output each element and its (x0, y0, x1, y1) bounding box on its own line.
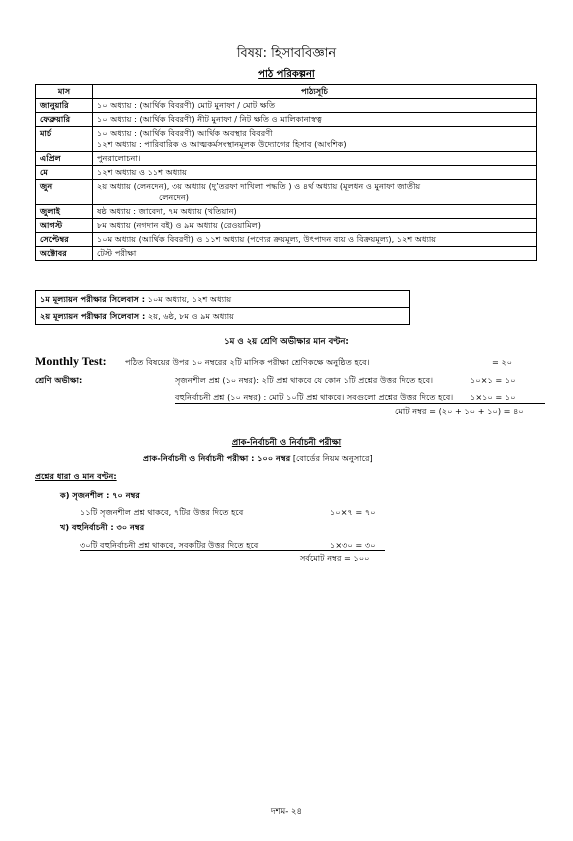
plan-month: জুন (36, 180, 93, 205)
plan-month: মে (36, 166, 93, 180)
monthly-test-text: পঠিত বিষয়ের উপর ১০ নম্বরের ২টি মাসিক পরীক্ষা শ্রেণিকক্ষে অনুষ্ঠিত হবে। (125, 357, 370, 367)
plan-row (36, 205, 537, 219)
pretest-marks-note: [বোর্ডের নিয়ম অনুসারে] (290, 453, 373, 463)
monthly-test-label: Monthly Test: (35, 354, 107, 368)
plan-row (36, 219, 537, 233)
plan-syllabus (93, 113, 537, 127)
class-test-mcq-text: বহুনির্বাচনী প্রশ্ন (১০ নম্বর) : মোট ১০টি প্রশ্ন থাকবে। সবগুলো প্রশ্নের উত্তর দিতে হবে। (175, 392, 454, 402)
syllabus-label: ২য় মূল্যায়ন পরীক্ষার সিলেবাস : (40, 311, 146, 321)
plan-syllabus (93, 99, 537, 113)
grand-total: সর্বমোট নম্বর = ১০০ (300, 553, 370, 563)
syllabus-cell (36, 291, 410, 308)
plan-syllabus (93, 219, 537, 233)
syllabus-label: ১ম মূল্যায়ন পরীক্ষার সিলেবাস : (40, 294, 146, 304)
lesson-plan-body (36, 99, 537, 261)
plan-row (36, 127, 537, 152)
total-rule (175, 403, 545, 404)
plan-syllabus-line: ১০ অধ্যায় : (আর্থিক বিবরণী) আর্থিক অবস্থার বিবরণী (97, 128, 273, 138)
pretest-heading: প্রাক-নির্বাচনী ও নির্বাচনী পরীক্ষা (231, 438, 342, 448)
plan-syllabus-line: লেনদেন) (159, 192, 189, 202)
syllabus-row (36, 308, 410, 325)
table-header-row (36, 85, 537, 99)
class-test-mcq-value: ১×১০ = ১০ (470, 392, 516, 402)
syllabus-table (35, 290, 410, 325)
mcq-value: ১×৩০ = ৩০ (330, 540, 376, 550)
plan-syllabus (93, 152, 537, 166)
plan-row (36, 113, 537, 127)
plan-syllabus-line: ৮ম অধ্যায় (নগদান বই) ও ৯ম অধ্যায় (রেওয়ামিল) (97, 220, 261, 230)
plan-month: জানুয়ারি (36, 99, 93, 113)
marks-heading: ১ম ও ২য় শ্রেণি অভীক্ষার মান বণ্টন: (224, 337, 349, 347)
plan-month: এপ্রিল (36, 152, 93, 166)
class-test-creative-text: সৃজনশীল প্রশ্ন (১০ নম্বর): ২টি প্রশ্ন থাকবে যে কোন ১টি প্রশ্নের উত্তর দিতে হবে। (175, 375, 434, 385)
syllabus-cell (36, 308, 410, 325)
plan-month: মার্চ (36, 127, 93, 152)
plan-syllabus-line: ষষ্ঠ অধ্যায় : জাবেদা, ৭ম অধ্যায় (খতিয়ান) (97, 206, 237, 216)
plan-row (36, 247, 537, 261)
plan-syllabus (93, 247, 537, 261)
plan-row (36, 180, 537, 205)
page-footer: দশম- ২৪ (270, 807, 303, 817)
creative-value: ১০×৭ = ৭০ (330, 507, 376, 517)
pattern-heading: প্রশ্নের ধারা ও মান বণ্টন: (35, 471, 117, 481)
lesson-plan-table (35, 84, 537, 261)
syllabus-value: ১০ম অধ্যায়, ১২শ অধ্যায় (145, 294, 232, 304)
plan-syllabus-line: পুনরালোচনা। (97, 153, 141, 163)
plan-month: অক্টোবর (36, 247, 93, 261)
syllabus-header: পাঠ্যসূচি (93, 85, 537, 99)
plan-month: সেপ্টেম্বর (36, 233, 93, 247)
pretest-marks-bold: প্রাক-নির্বাচনী ও নির্বাচনী পরীক্ষা : ১০০ নম্বর (143, 453, 291, 463)
plan-syllabus (93, 127, 537, 152)
mcq-text: ৩০টি বহুনির্বাচনী প্রশ্ন থাকবে, সবকটির উত্তর দিতে হবে (80, 540, 259, 550)
plan-syllabus-line: ১০ অধ্যায় : (আর্থিক বিবরণী) মোট মুনাফা / মোট ক্ষতি (97, 100, 276, 110)
syllabus-row (36, 291, 410, 308)
plan-month: জুলাই (36, 205, 93, 219)
creative-heading: ক) সৃজনশীল : ৭০ নম্বর (60, 490, 140, 500)
plan-row (36, 152, 537, 166)
syllabus-value: ২য়, ৬ষ্ঠ, ৮ম ও ৯ম অধ্যায় (145, 311, 234, 321)
creative-text: ১১টি সৃজনশীল প্রশ্ন থাকবে, ৭টির উত্তর দিতে হবে (80, 507, 244, 517)
plan-row (36, 166, 537, 180)
plan-row (36, 99, 537, 113)
grand-total-rule (80, 550, 385, 551)
plan-row (36, 233, 537, 247)
class-test-creative-value: ১০×১ = ১০ (470, 375, 516, 385)
plan-syllabus-line: টেস্ট পরীক্ষা (97, 248, 137, 258)
class-test-label: শ্রেণি অভীক্ষা: (35, 375, 83, 385)
plan-month: ফেব্রুয়ারি (36, 113, 93, 127)
class-test-total: মোট নম্বর = (২০ + ১০ + ১০) = ৪০ (395, 406, 524, 416)
plan-syllabus (93, 233, 537, 247)
plan-syllabus (93, 205, 537, 219)
plan-month: আগস্ট (36, 219, 93, 233)
mcq-heading: খ) বহুনির্বাচনী : ৩০ নম্বর (60, 522, 145, 532)
plan-syllabus-line: ১২শ অধ্যায় : পারিবারিক ও আত্মকর্মসংস্থানমূলক উদ্যোগের হিসাব (আংশিক) (97, 139, 347, 149)
plan-syllabus-line: ১২শ অধ্যায় ও ১১শ অধ্যায় (97, 167, 187, 177)
plan-syllabus (93, 166, 537, 180)
monthly-test-value: = ২০ (492, 357, 513, 367)
subject-title: বিষয়: হিসাববিজ্ঞান (236, 46, 337, 61)
plan-syllabus-line: ১০ম অধ্যায় (আর্থিক বিবরণী) ও ১১শ অধ্যায় (পণ্যের ক্রয়মূল্য, উৎপাদন ব্যয় ও বিক্রয়মূল্য), ১২শ অধ্যায় (97, 234, 437, 244)
plan-syllabus-line: ২য় অধ্যায় (লেনদেন), ৩য় অধ্যায় (দু’তরফা দাখিলা পদ্ধতি ) ও ৪র্থ অধ্যায় (মূলধন ও মুনাফা জাতীয় (97, 181, 421, 191)
plan-syllabus (93, 180, 537, 205)
month-header: মাস (36, 85, 93, 99)
plan-title: পাঠ পরিকল্পনা (258, 69, 315, 80)
plan-syllabus-line: ১০ অধ্যায় : (আর্থিক বিবরণী) নীট মুনাফা / নিট ক্ষতি ও মালিকানাস্বত্ব (97, 114, 322, 124)
pretest-marks (143, 453, 373, 466)
